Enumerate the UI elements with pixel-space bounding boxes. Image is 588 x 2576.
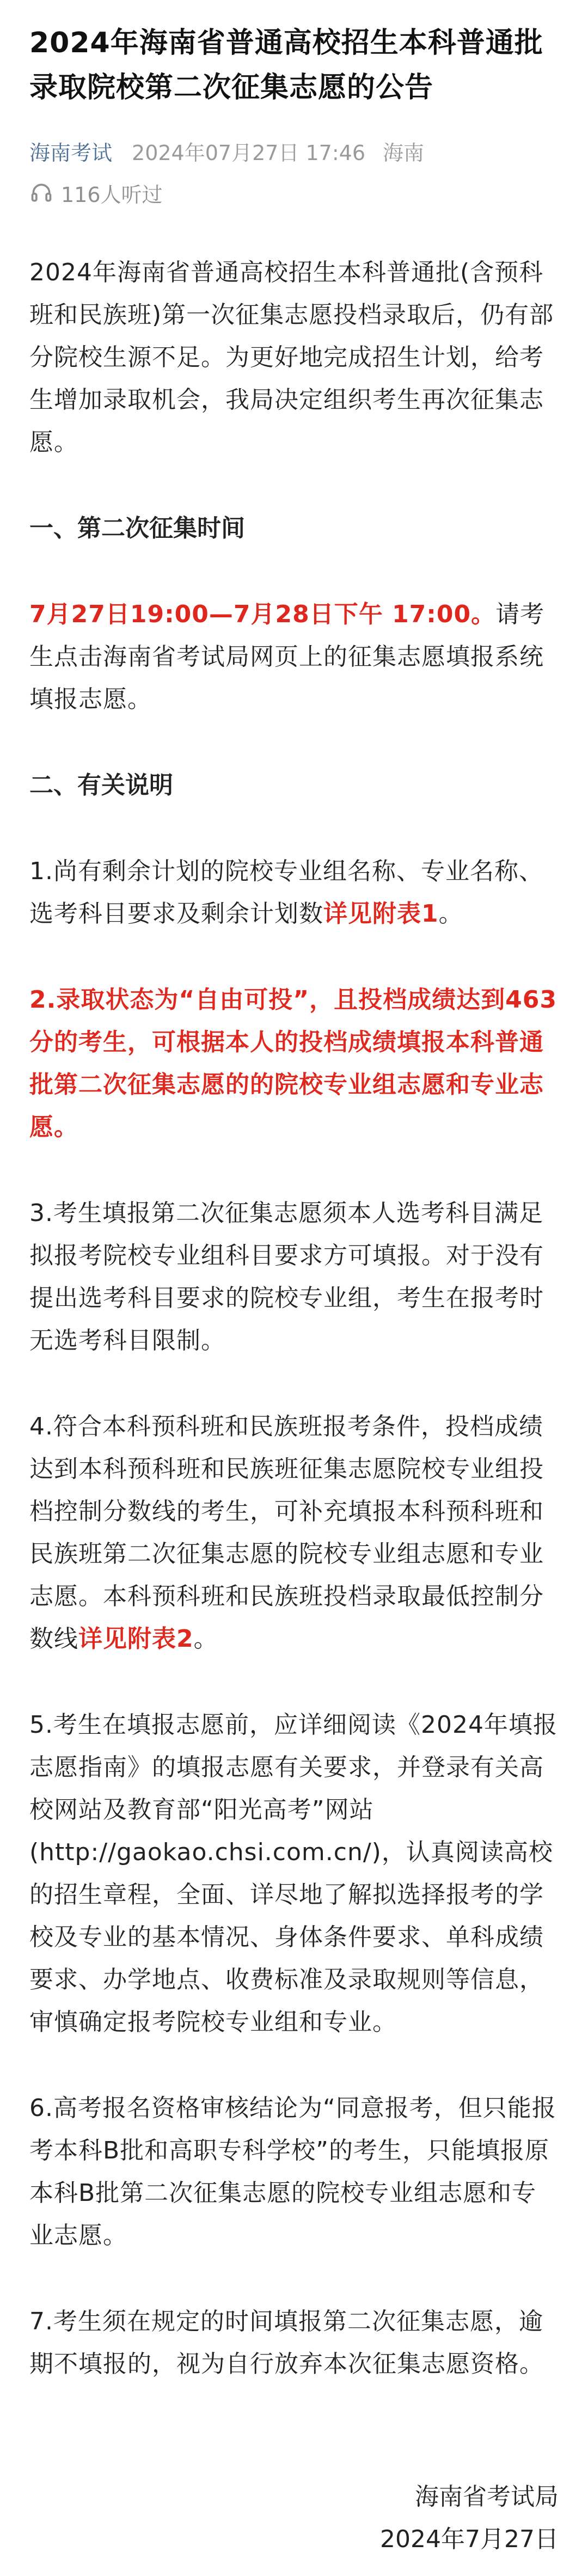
item-1-text: 1.尚有剩余计划的院校专业组名称、专业名称、选考科目要求及剩余计划数: [29, 857, 543, 928]
time-highlight: 7月27日19:00—7月28日下午 17:00。: [29, 600, 496, 628]
section1-heading: 一、第二次征集时间: [29, 514, 245, 542]
item-4-end: 。: [193, 1625, 218, 1653]
intro-paragraph: 2024年海南省普通高校招生本科普通批(含预科班和民族班)第一次征集志愿投档录取后，仍有部分院校生源不足。为更好地完成招生计划，给考生增加录取机会，我局决定组织考生再次征集志愿。: [29, 259, 554, 456]
listen-count: 116人听过: [61, 182, 163, 207]
item-6: 6.高考报名资格审核结论为“同意报考，但只能报考本科B批和高职专科学校”的考生，只能填报原本科B批第二次征集志愿的院校专业组志愿和专业志愿。: [29, 2094, 556, 2249]
attachment-1-link[interactable]: 详见附表1: [323, 900, 439, 928]
item-4: [29, 1406, 559, 1660]
attachment-2-link[interactable]: 详见附表2: [78, 1625, 194, 1653]
item-3: 3.考生填报第二次征集志愿须本人选考科目满足拟报考院校专业组科目要求方可填报。对于没有提出选考科目要求的院校专业组，考生在报考时无选考科目限制。: [29, 1199, 544, 1354]
time-paragraph: [29, 593, 559, 721]
article-title: 2024年海南省普通高校招生本科普通批录取院校第二次征集志愿的公告: [29, 27, 543, 104]
headphones-icon: [29, 181, 53, 205]
publish-location: 海南: [383, 140, 425, 165]
signature-org: 海南省考试局: [415, 2483, 559, 2511]
item-1: [29, 850, 559, 935]
listen-count-row[interactable]: [29, 180, 559, 206]
item-7: 7.考生须在规定的时间填报第二次征集志愿，逾期不填报的，视为自行放弃本次征集志愿资格。: [29, 2308, 544, 2378]
item-4-text: 4.符合本科预科班和民族班报考条件，投档成绩达到本科预科班和民族班征集志愿院校专业组投档控制分数线的考生，可补充填报本科预科班和民族班第二次征集志愿的院校专业组志愿和专业志愿。本科预科班和民族班投档录取最低控制分数线: [29, 1413, 544, 1653]
signature-date: 2024年7月27日: [380, 2525, 559, 2553]
signature-block: [380, 2476, 559, 2561]
publish-datetime: 2024年07月27日 17:46: [132, 140, 366, 165]
item-5: 5.考生在填报志愿前，应详细阅读《2024年填报志愿指南》的填报志愿有关要求，并登录有关高校网站及教育部“阳光高考”网站(http://gaokao.chsi.com.cn/)，认真阅读高校的招生章程，全面、详尽地了解拟选择报考的学校及专业的基本情况、身体条件要求、单科成绩要求、办学地点、收费标准及录取规则等信息，审慎确定报考院校专业组和专业。: [29, 1711, 558, 2036]
article-meta: [29, 138, 559, 163]
time-instruction: 请考生点击海南省考试局网页上的征集志愿填报系统填报志愿。: [29, 600, 545, 713]
item-1-end: 。: [438, 900, 463, 928]
section2-heading: 二、有关说明: [29, 771, 173, 799]
source-link[interactable]: 海南考试: [29, 140, 113, 165]
item-2: 2.录取状态为“自由可投”，且投档成绩达到463分的考生，可根据本人的投档成绩填报本科普通批第二次征集志愿的的院校专业组志愿和专业志愿。: [29, 986, 558, 1141]
